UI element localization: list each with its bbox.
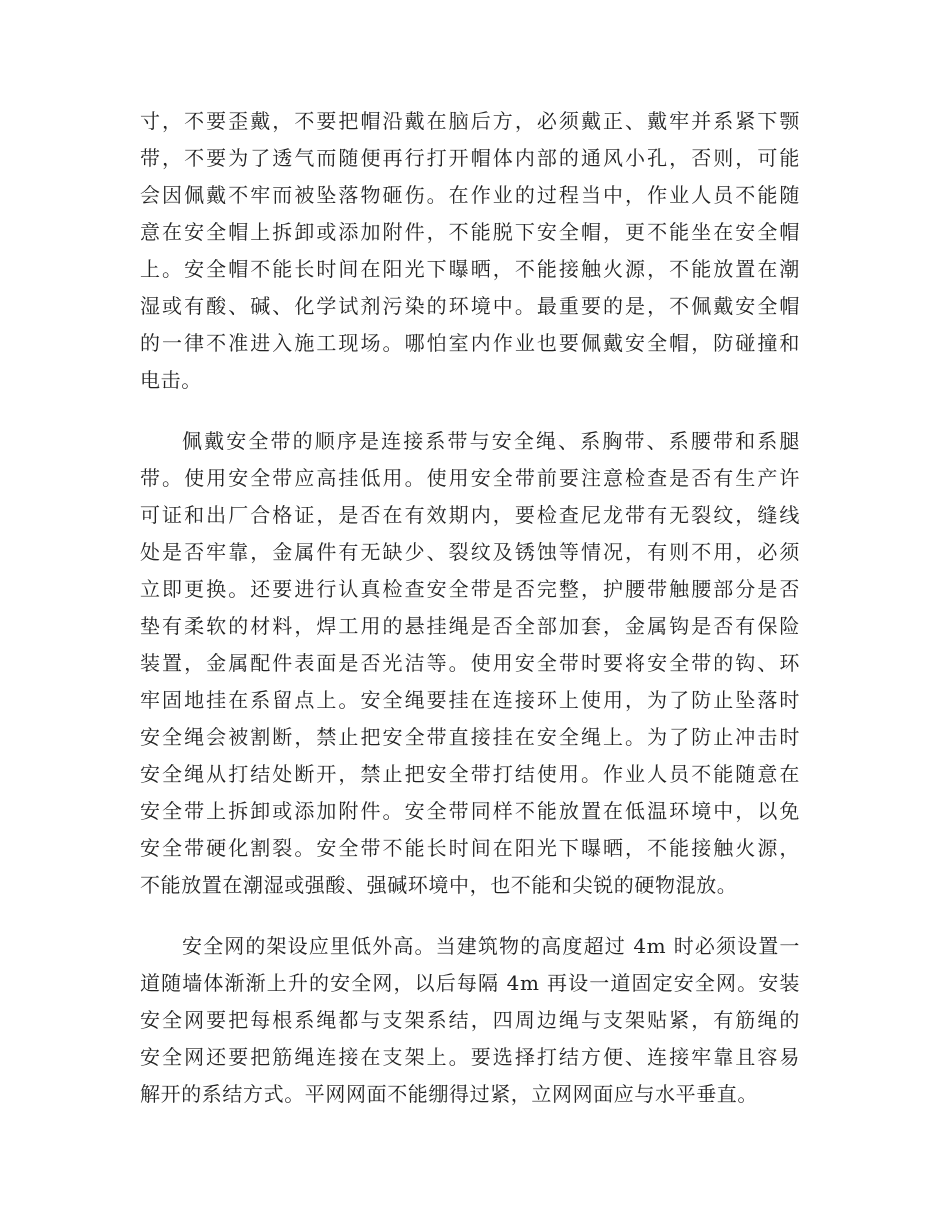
text-line: 装置，金属配件表面是否光洁等。使用安全带时要将安全带的钩、环 (140, 651, 800, 675)
text-line: 安全绳从打结处断开，禁止把安全带打结使用。作业人员不能随意在 (140, 762, 800, 786)
text-line: 安全带上拆卸或添加附件。安全带同样不能放置在低温环境中，以免 (140, 799, 800, 823)
text-line: 安全网要把每根系绳都与支架系结，四周边绳与支架贴紧，有筋绳的 (140, 1008, 800, 1032)
text-line: 带。使用安全带应高挂低用。使用安全带前要注意检查是否有生产许 (140, 466, 800, 490)
text-line: 不能放置在潮湿或强酸、强碱环境中，也不能和尖锐的硬物混放。 (140, 873, 738, 897)
text-line: 可证和出厂合格证，是否在有效期内，要检查尼龙带有无裂纹，缝线 (140, 503, 800, 527)
text-line: 电击。 (140, 368, 202, 392)
text-line: 安全绳会被割断，禁止把安全带直接挂在安全绳上。为了防止冲击时 (140, 725, 800, 749)
text-line: 安全网还要把筋绳连接在支架上。要选择打结方便、连接牢靠且容易 (140, 1045, 800, 1069)
paragraph-safety-belt (140, 423, 800, 904)
paragraph-safety-helmet (140, 103, 800, 399)
text-line: 道随墙体渐渐上升的安全网，以后每隔 4m 再设一道固定安全网。安装 (140, 971, 800, 995)
text-line: 处是否牢靠，金属件有无缺少、裂纹及锈蚀等情况，有则不用，必须 (140, 540, 800, 564)
text-line: 意在安全帽上拆卸或添加附件，不能脱下安全帽，更不能坐在安全帽 (140, 220, 800, 244)
text-line: 带，不要为了透气而随便再行打开帽体内部的通风小孔，否则，可能 (140, 146, 800, 170)
text-line: 垫有柔软的材料，焊工用的悬挂绳是否全部加套，金属钩是否有保险 (140, 614, 800, 638)
text-line: 解开的系结方式。平网网面不能绷得过紧，立网网面应与水平垂直。 (140, 1082, 758, 1106)
text-line: 立即更换。还要进行认真检查安全带是否完整，护腰带触腰部分是否 (140, 577, 800, 601)
paragraph-safety-net (140, 928, 800, 1113)
text-line: 寸，不要歪戴，不要把帽沿戴在脑后方，必须戴正、戴牢并系紧下颚 (140, 109, 800, 133)
text-line: 佩戴安全带的顺序是连接系带与安全绳、系胸带、系腰带和系腿 (182, 429, 800, 453)
text-line: 湿或有酸、碱、化学试剂污染的环境中。最重要的是，不佩戴安全帽 (140, 294, 800, 318)
text-line: 会因佩戴不牢而被坠落物砸伤。在作业的过程当中，作业人员不能随 (140, 183, 800, 207)
text-line: 的一律不准进入施工现场。哪怕室内作业也要佩戴安全帽，防碰撞和 (140, 331, 800, 355)
document-body (140, 103, 800, 1137)
text-line: 安全网的架设应里低外高。当建筑物的高度超过 4m 时必须设置一 (182, 934, 800, 958)
text-line: 牢固地挂在系留点上。安全绳要挂在连接环上使用，为了防止坠落时 (140, 688, 800, 712)
text-line: 安全带硬化割裂。安全带不能长时间在阳光下曝晒，不能接触火源， (140, 836, 800, 860)
text-line: 上。安全帽不能长时间在阳光下曝晒，不能接触火源，不能放置在潮 (140, 257, 800, 281)
